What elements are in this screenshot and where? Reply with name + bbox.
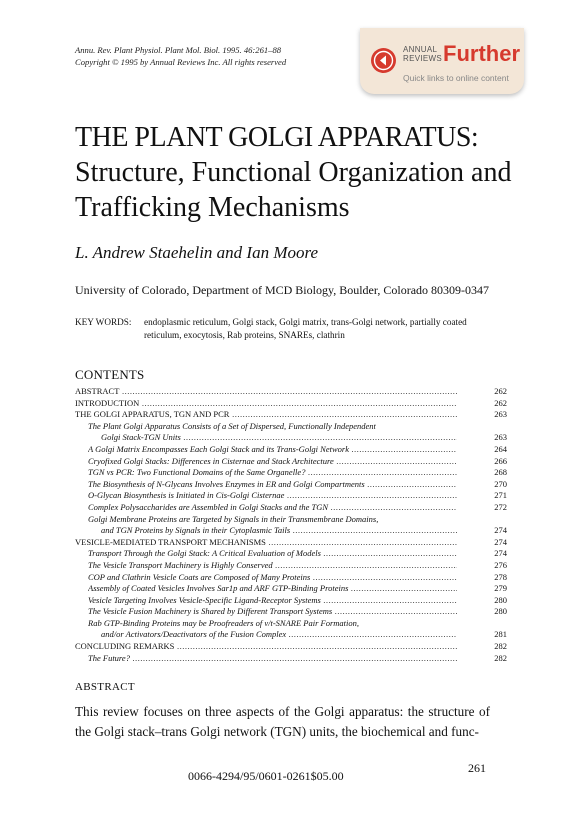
keywords-text: endoplasmic reticulum, Golgi stack, Golgi matrix, trans-Golgi network, partially coated reticulum, exocytosis, Rab proteins, SNAREs, clathrin: [144, 317, 467, 340]
toc-entry: [75, 583, 507, 595]
toc-entry-title: [88, 548, 457, 560]
toc-entry-page: 274: [477, 537, 507, 549]
toc-entry: [75, 652, 507, 665]
toc-entry-title: [75, 398, 457, 410]
toc-entry-title: [88, 618, 457, 641]
contents-heading: CONTENTS: [75, 367, 145, 382]
toc-entry: [75, 571, 507, 584]
toc-entry-title-text: O-Glycan Biosynthesis is Initiated in Cis-Golgi Cisternae: [88, 490, 285, 501]
toc-entry-page: 262: [477, 398, 507, 410]
keywords-label: KEY WORDS:: [75, 317, 132, 327]
toc-entry-page: 263: [477, 432, 507, 444]
toc-entry-title-text: Transport Through the Golgi Stack: A Critical Evaluation of Models: [88, 548, 321, 559]
toc-entry-title: [88, 595, 457, 607]
toc-entry: [75, 409, 507, 421]
toc-entry-title: [88, 583, 457, 595]
toc-entry: [75, 397, 507, 410]
toc-entry-title: [88, 572, 457, 584]
page-number: 261: [468, 761, 486, 775]
title-line-3: Trafficking Mechanisms: [75, 192, 350, 223]
toc-entry: [75, 478, 507, 491]
toc-entry-title-text: The Future?: [88, 652, 130, 663]
toc-entry-title-text: A Golgi Matrix Encompasses Each Golgi Stack and its Trans-Golgi Network: [88, 443, 349, 454]
toc-entry-title-text: ABSTRACT: [75, 386, 120, 396]
toc-entry-page: 262: [477, 386, 507, 398]
toc-entry-title-text: Vesicle Targeting Involves Vesicle-Specific Ligand-Receptor Systems: [88, 594, 321, 605]
toc-entry: [75, 606, 507, 618]
toc-entry-title-text: CONCLUDING REMARKS: [75, 641, 175, 652]
toc-entry: [75, 536, 507, 549]
toc-entry-title-text: COP and Clathrin Vesicle Coats are Composed of Many Proteins: [88, 571, 311, 582]
toc-entry-title-text: VESICLE-MEDIATED TRANSPORT MECHANISMS: [75, 536, 266, 547]
authors: L. Andrew Staehelin and Ian Moore: [75, 243, 319, 262]
badge-subtitle: Quick links to online content: [403, 73, 509, 83]
toc-entry-page: 270: [477, 479, 507, 491]
toc-entry-title: [88, 467, 457, 479]
table-of-contents: [75, 386, 507, 664]
toc-entry: [75, 641, 507, 653]
toc-entry-title: [88, 606, 457, 618]
toc-entry-page: 282: [477, 641, 507, 653]
toc-entry-title: [88, 653, 457, 665]
toc-entry-title-text: Golgi Membrane Proteins are Targeted by Signals in their Transmembrane Domains,: [88, 513, 379, 524]
toc-entry-title-text: The Vesicle Fusion Machinery is Shared by Different Transport Systems: [88, 606, 333, 617]
title-line-2: Structure, Functional Organization and: [75, 157, 512, 188]
toc-entry-page: 281: [477, 629, 507, 641]
toc-entry-page: 278: [477, 572, 507, 584]
toc-entry: [75, 559, 507, 572]
annual-reviews-further-badge[interactable]: [360, 28, 524, 94]
toc-entry-page: 271: [477, 490, 507, 502]
toc-entry: [75, 420, 507, 444]
toc-entry-title-continued: and/or Activators/Deactivators of the Fusion Complex .....: [88, 629, 457, 641]
toc-entry-title-text: Rab GTP-Binding Proteins may be Proofreaders of v/t-SNARE Pair Formation,: [88, 617, 360, 628]
toc-entry-page: 266: [477, 456, 507, 468]
toc-entry-page: 280: [477, 595, 507, 607]
toc-entry-title-text: The Plant Golgi Apparatus Consists of a Set of Dispersed, Functionally Independent: [88, 420, 376, 431]
toc-entry-page: 276: [477, 560, 507, 572]
toc-entry-title: [88, 502, 457, 514]
toc-entry-title: [88, 514, 457, 537]
toc-entry-title: [75, 641, 457, 653]
toc-entry-title-text: TGN vs PCR: Two Functional Domains of the Same Organelle?: [88, 467, 306, 478]
toc-entry-title: [88, 456, 457, 468]
arrow-left-icon: [371, 48, 396, 73]
citation-line-1: Annu. Rev. Plant Physiol. Plant Mol. Biol. 1995. 46:261–88: [75, 45, 282, 55]
toc-entry-page: 282: [477, 653, 507, 665]
toc-entry-title: [88, 444, 457, 456]
toc-entry-title: [88, 479, 457, 491]
footer-code: 0066-4294/95/0601-0261$05.00: [188, 769, 344, 783]
badge-reviews-label: REVIEWS: [403, 54, 442, 63]
badge-annual-label: ANNUAL: [403, 45, 438, 54]
abstract-heading: ABSTRACT: [75, 681, 135, 693]
toc-entry-title-continued: and TGN Proteins by Signals in their Cytoplasmic Tails .....: [88, 525, 457, 537]
toc-entry: [75, 501, 507, 514]
toc-entry-title: [75, 409, 457, 421]
toc-entry: [75, 490, 507, 502]
toc-entry-title-text: Assembly of Coated Vesicles Involves Sar1p and ARF GTP-Binding Proteins: [88, 583, 349, 594]
citation: [75, 44, 345, 68]
toc-entry-title: [75, 537, 457, 549]
affiliation: University of Colorado, Department of MCD Biology, Boulder, Colorado 80309-0347: [75, 283, 490, 297]
toc-entry-title: [88, 421, 457, 444]
toc-entry-page: 280: [477, 606, 507, 618]
toc-entry-page: 268: [477, 467, 507, 479]
toc-entry-title: [75, 386, 457, 398]
toc-entry-page: 263: [477, 409, 507, 421]
toc-entry-page: 274: [477, 548, 507, 560]
toc-entry-title-continued: Golgi Stack-TGN Units .....: [88, 432, 457, 444]
toc-entry-title-text: The Vesicle Transport Machinery is Highly Conserved: [88, 559, 273, 570]
toc-entry-title: [88, 560, 457, 572]
citation-line-2: Copyright © 1995 by Annual Reviews Inc. All rights reserved: [75, 57, 287, 67]
abstract-text: This review focuses on three aspects of the Golgi apparatus: the structure of the Golgi stack–trans Golgi network (TGN) units, the biochemical and func-: [75, 704, 490, 739]
toc-entry-page: 279: [477, 583, 507, 595]
toc-entry: [75, 513, 507, 537]
article-title: [75, 120, 535, 225]
badge-further-label: Further: [443, 41, 520, 66]
toc-entry-page: 272: [477, 502, 507, 514]
toc-entry-title-text: THE GOLGI APPARATUS, TGN AND PCR: [75, 409, 230, 420]
toc-entry: [75, 443, 507, 456]
toc-entry-page: 264: [477, 444, 507, 456]
toc-entry: [75, 386, 507, 398]
toc-entry-title-text: Cryofixed Golgi Stacks: Differences in Cisternae and Stack Architecture: [88, 455, 334, 466]
toc-entry: [75, 467, 507, 479]
toc-entry-title: [88, 490, 457, 502]
toc-entry: [75, 617, 507, 641]
toc-entry: [75, 594, 507, 607]
toc-entry-title-text: The Biosynthesis of N-Glycans Involves Enzymes in ER and Golgi Compartments: [88, 478, 365, 489]
toc-entry: [75, 455, 507, 468]
toc-entry-title-text: Complex Polysaccharides are Assembled in Golgi Stacks and the TGN: [88, 501, 329, 512]
title-line-1: THE PLANT GOLGI APPARATUS:: [75, 122, 479, 153]
toc-entry-page: 274: [477, 525, 507, 537]
toc-entry: [75, 548, 507, 560]
toc-entry-title-text: INTRODUCTION: [75, 397, 140, 408]
